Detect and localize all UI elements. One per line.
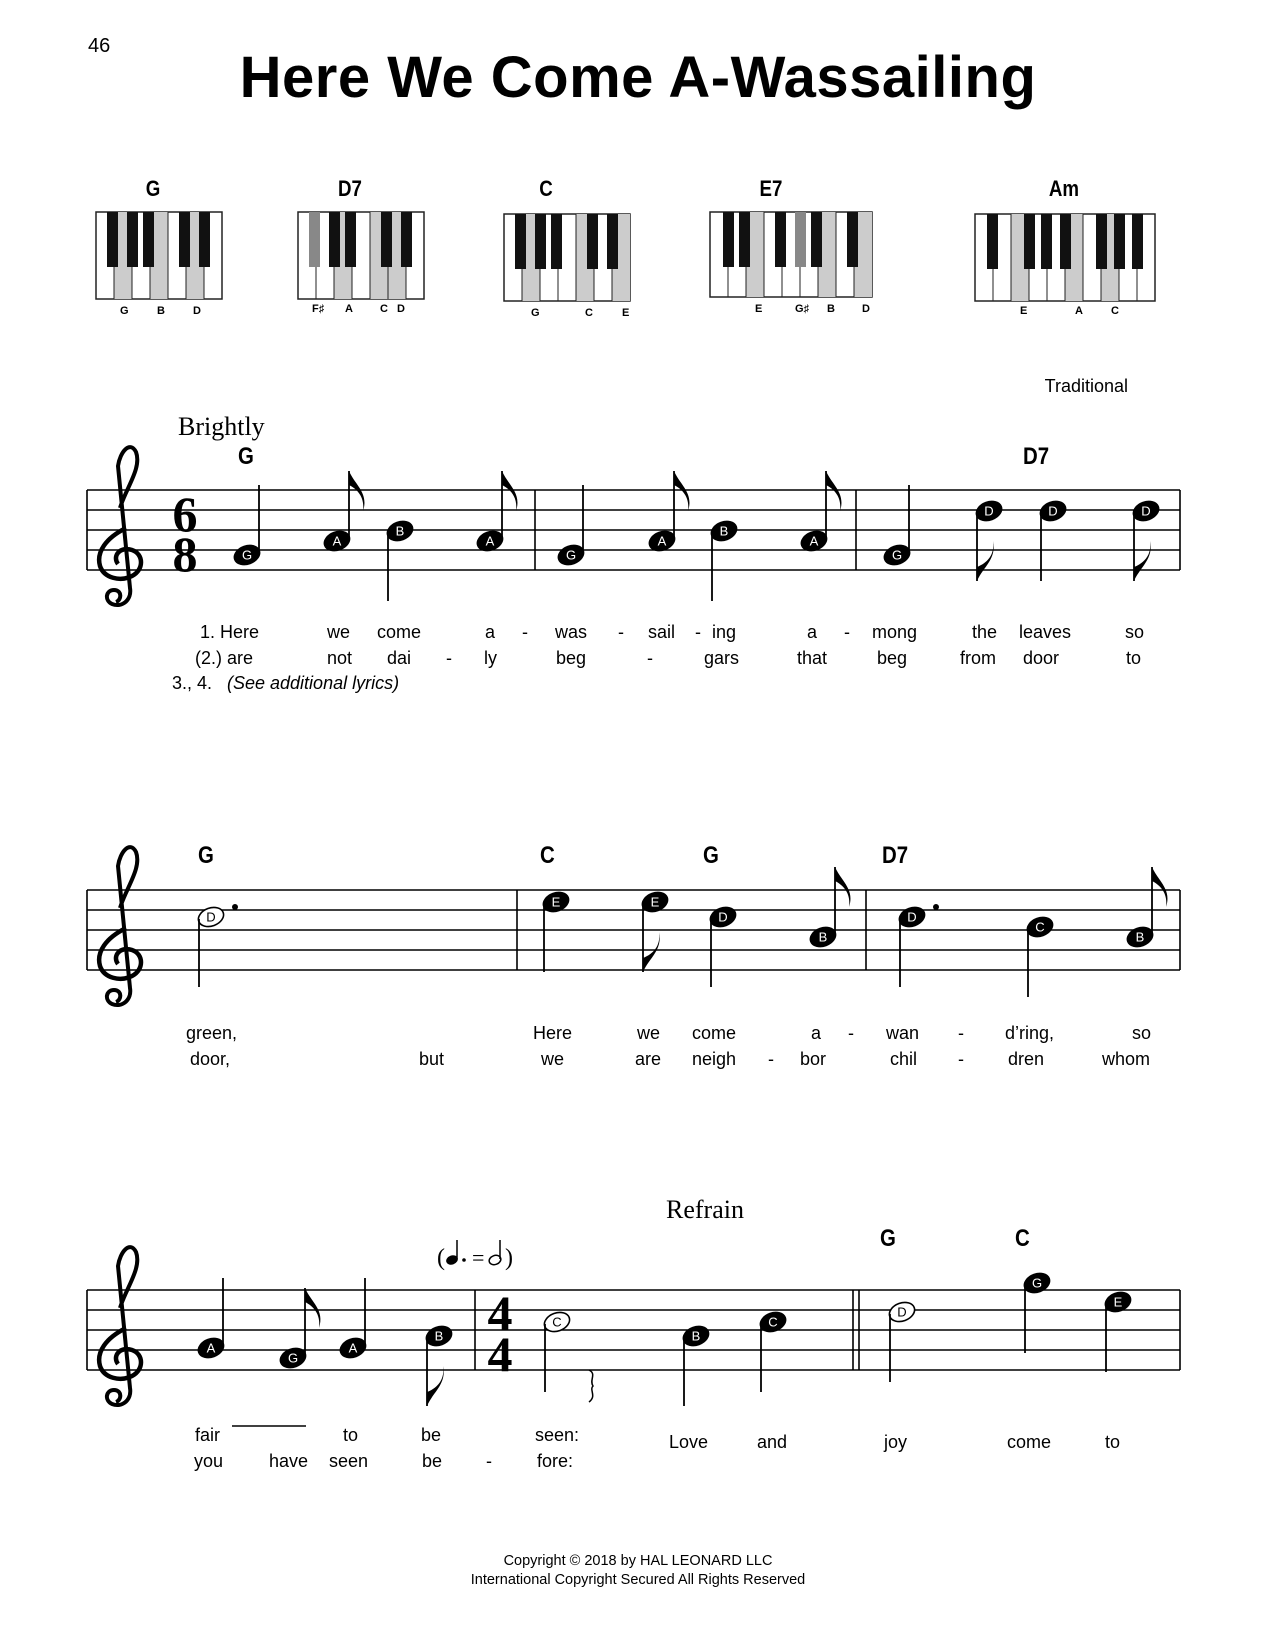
note-letter: B [395,523,405,539]
key-note-label: E [622,307,630,319]
lyric: dren [1008,1049,1045,1069]
note-letter: B [818,929,828,945]
note-letter: D [897,1304,907,1320]
note-letter: D [1141,503,1151,519]
lyric: ing [712,622,737,642]
lyric: - [618,622,624,642]
lyric: seen [329,1451,369,1471]
lyric: we [637,1023,661,1043]
note [232,485,263,568]
tempo-marking: Brightly [178,412,265,441]
lyric: - [486,1451,492,1471]
note-letter: A [809,533,819,549]
lyric: green, [186,1023,238,1043]
note-letter: A [206,1340,216,1356]
note-letter: A [348,1340,358,1356]
page-number: 46 [88,35,111,57]
chord-diagram-label-am: Am [1048,176,1080,201]
section-label: Refrain [666,1195,744,1224]
lyric: - [958,1049,964,1069]
key-note-label: C [1111,305,1119,317]
chord-symbol: G [880,1225,896,1252]
chord-symbol: C [540,842,555,869]
lyric: 3., 4. [172,673,213,693]
note-letter: C [552,1314,562,1330]
song-title: Here We Come A-Wassailing [239,45,1037,110]
lyric: to [343,1425,359,1445]
note-letter: G [1031,1275,1043,1291]
key-note-label: G [120,305,129,317]
treble-clef [99,1247,141,1405]
note [681,1323,712,1406]
svg-text:): ) [505,1245,513,1271]
lyric: joy [884,1432,908,1452]
note [1022,1270,1053,1353]
note-letter: C [1035,919,1045,935]
note [882,485,913,568]
lyric: come [377,622,422,642]
lyric: we [541,1049,565,1069]
lyric: (2.) are [195,648,254,668]
copyright-line: Copyright © 2018 by HAL LEONARD LLC [503,1553,773,1569]
lyric: the [972,622,998,642]
note-letter: E [650,894,660,910]
lyric: come [1007,1432,1052,1452]
note-letter: B [691,1328,701,1344]
note-letter: C [768,1314,778,1330]
lyric: - [446,648,452,668]
note-letter: B [1135,929,1145,945]
key-note-label: E [755,303,763,315]
key-note-label: D [193,305,201,317]
lyric: you [194,1451,224,1471]
note-letter: D [907,909,917,925]
note-letter: D [1048,503,1058,519]
lyric: door, [190,1049,231,1069]
lyric: - [958,1023,964,1043]
svg-text:=: = [472,1245,485,1270]
key-note-label: C [585,307,593,319]
note [322,471,365,554]
composer-credit: Traditional [1044,376,1128,396]
lyric: a [485,622,496,642]
note-letter: D [718,909,728,925]
chord-diagram-label-c: C [539,176,553,201]
svg-text:(: ( [437,1245,445,1271]
key-note-label: A [345,303,353,315]
lyric: be [422,1451,443,1471]
lyric: beg [877,648,908,668]
note [799,471,842,554]
lyric: fair [195,1425,221,1445]
note [1125,867,1168,950]
note [556,485,587,568]
lyric: 1. Here [200,622,260,642]
lyric: so [1132,1023,1152,1043]
lyric: ly [484,648,497,668]
keyboard-diagram-d7 [298,212,424,299]
chord-symbol: G [198,842,214,869]
key-note-label: C [380,303,388,315]
keyboard-diagram-g [96,212,222,299]
key-note-label: G [531,307,540,319]
key-note-label: B [827,303,835,315]
lyric: - [848,1023,854,1043]
chord-symbol: G [703,842,719,869]
lyric: whom [1102,1049,1151,1069]
svg-text:4: 4 [487,1326,513,1382]
lyric: - [647,648,653,668]
note [709,518,740,601]
lyric: fore: [537,1451,574,1471]
lyric: from [960,648,996,668]
key-note-label: B [157,305,165,317]
note [1131,498,1162,581]
lyric: Here [533,1023,573,1043]
lyric: - [522,622,528,642]
staff-system-3 [87,1290,1180,1370]
lyric: - [768,1049,774,1069]
lyric: but [419,1049,445,1069]
key-note-label: D [397,303,405,315]
chord-diagram-label-g: G [145,176,161,201]
note-letter: G [241,547,253,563]
note [708,904,739,987]
note [1025,914,1056,997]
note [424,1323,455,1406]
note [196,904,238,987]
lyric: chil [890,1049,918,1069]
note-letter: A [332,533,342,549]
key-note-label: D [862,303,870,315]
lyric: - [844,622,850,642]
chord-symbol: D7 [1023,443,1050,470]
lyric: (See additional lyrics) [227,673,400,693]
note [1038,498,1069,581]
lyric: be [421,1425,442,1445]
lyric: door [1023,648,1060,668]
metric-modulation [437,1240,513,1271]
note [385,518,416,601]
chord-diagram-label-d7: D7 [338,176,362,201]
note [647,471,690,554]
copyright-notice [0,1552,1276,1590]
keyboard-diagram-e7 [710,212,872,297]
lyric: we [327,622,351,642]
chord-symbol: D7 [882,842,909,869]
key-note-label: F♯ [312,303,325,315]
lyric: a [811,1023,822,1043]
lyric: have [269,1451,309,1471]
lyric: Love [669,1432,709,1452]
keyboard-diagram-c [504,214,630,301]
note-letter: E [551,894,561,910]
lyric: leaves [1019,622,1072,642]
lyric: that [797,648,828,668]
lyric: sail [648,622,676,642]
lyric: dai [387,648,412,668]
note [808,867,851,950]
treble-clef [99,447,141,605]
copyright-line: International Copyright Secured All Rights Reserved [470,1572,806,1588]
chord-symbol: G [238,443,254,470]
note-letter: G [891,547,903,563]
note-letter: D [984,503,994,519]
note [475,471,518,554]
note-letter: G [565,547,577,563]
lyric: d’ring, [1005,1023,1055,1043]
verse-bracket [589,1370,593,1402]
svg-text:6: 6 [172,486,198,542]
lyric: bor [800,1049,827,1069]
lyric: seen: [535,1425,580,1445]
lyric: - [695,622,701,642]
chord-diagram-label-e7: E7 [759,176,783,201]
lyric: not [327,648,353,668]
note-letter: B [719,523,729,539]
key-note-label: E [1020,305,1028,317]
lyric: so [1125,622,1145,642]
lyric: wan [886,1023,920,1043]
svg-text:8: 8 [172,526,198,582]
lyric: gars [704,648,740,668]
lyric: neigh [692,1049,737,1069]
note-letter: A [657,533,667,549]
note-letter: B [434,1328,444,1344]
note-letter: D [206,909,216,925]
chord-symbol: C [1015,1225,1030,1252]
note-letter: A [485,533,495,549]
note [897,904,939,987]
lyric: are [635,1049,662,1069]
lyric: a [807,622,818,642]
key-note-label: A [1075,305,1083,317]
note [974,498,1005,581]
note-letter: E [1113,1294,1123,1310]
lyric: to [1126,648,1142,668]
key-note-label: G♯ [795,303,810,315]
treble-clef [99,847,141,1005]
lyric: beg [556,648,587,668]
lyric: come [692,1023,737,1043]
lyric: and [757,1432,788,1452]
svg-text:4: 4 [487,1285,513,1341]
note-letter: G [287,1350,299,1366]
lyric: was [555,622,588,642]
lyric: mong [872,622,918,642]
keyboard-diagram-am [975,214,1155,301]
lyric: to [1105,1432,1121,1452]
staff-system-2 [87,890,1180,970]
